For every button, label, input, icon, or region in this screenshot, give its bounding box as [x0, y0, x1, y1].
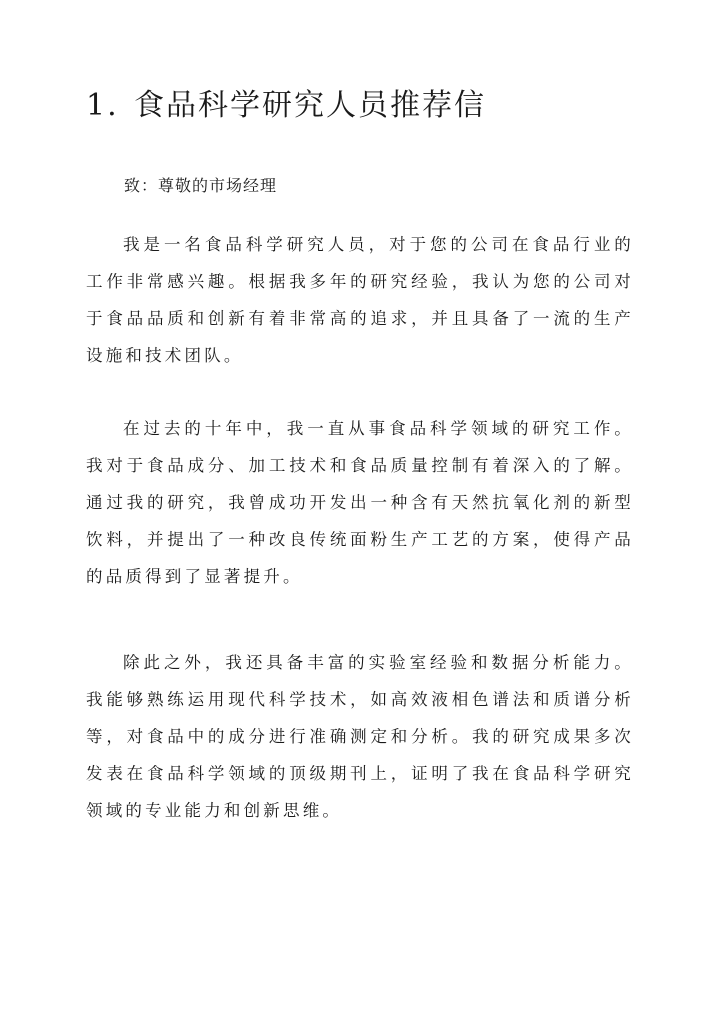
salutation: 致：尊敬的市场经理 — [124, 176, 278, 195]
heading-number: 1. — [86, 88, 119, 123]
body-paragraph-1: 我是一名食品科学研究人员，对于您的公司在食品行业的工作非常感兴趣。根据我多年的研究经验，我认为您的公司对于食品品质和创新有着非常高的追求，并且具备了一流的生产设施和技术团队。 — [86, 235, 634, 365]
heading-text: 食品科学研究人员推荐信 — [134, 88, 486, 123]
document-title — [86, 84, 486, 128]
body-paragraph-2: 在过去的十年中，我一直从事食品科学领域的研究工作。我对于食品成分、加工技术和食品质量控制有着深入的了解。通过我的研究，我曾成功开发出一种含有天然抗氧化剂的新型饮料，并提出了一种改良传统面粉生产工艺的方案，使得产品的品质得到了显著提升。 — [86, 419, 634, 586]
body-paragraph-3: 除此之外，我还具备丰富的实验室经验和数据分析能力。我能够熟练运用现代科学技术，如高效液相色谱法和质谱分析等，对食品中的成分进行准确测定和分析。我的研究成果多次发表在食品科学领域的顶级期刊上，证明了我在食品科学研究领域的专业能力和创新思维。 — [86, 653, 634, 820]
